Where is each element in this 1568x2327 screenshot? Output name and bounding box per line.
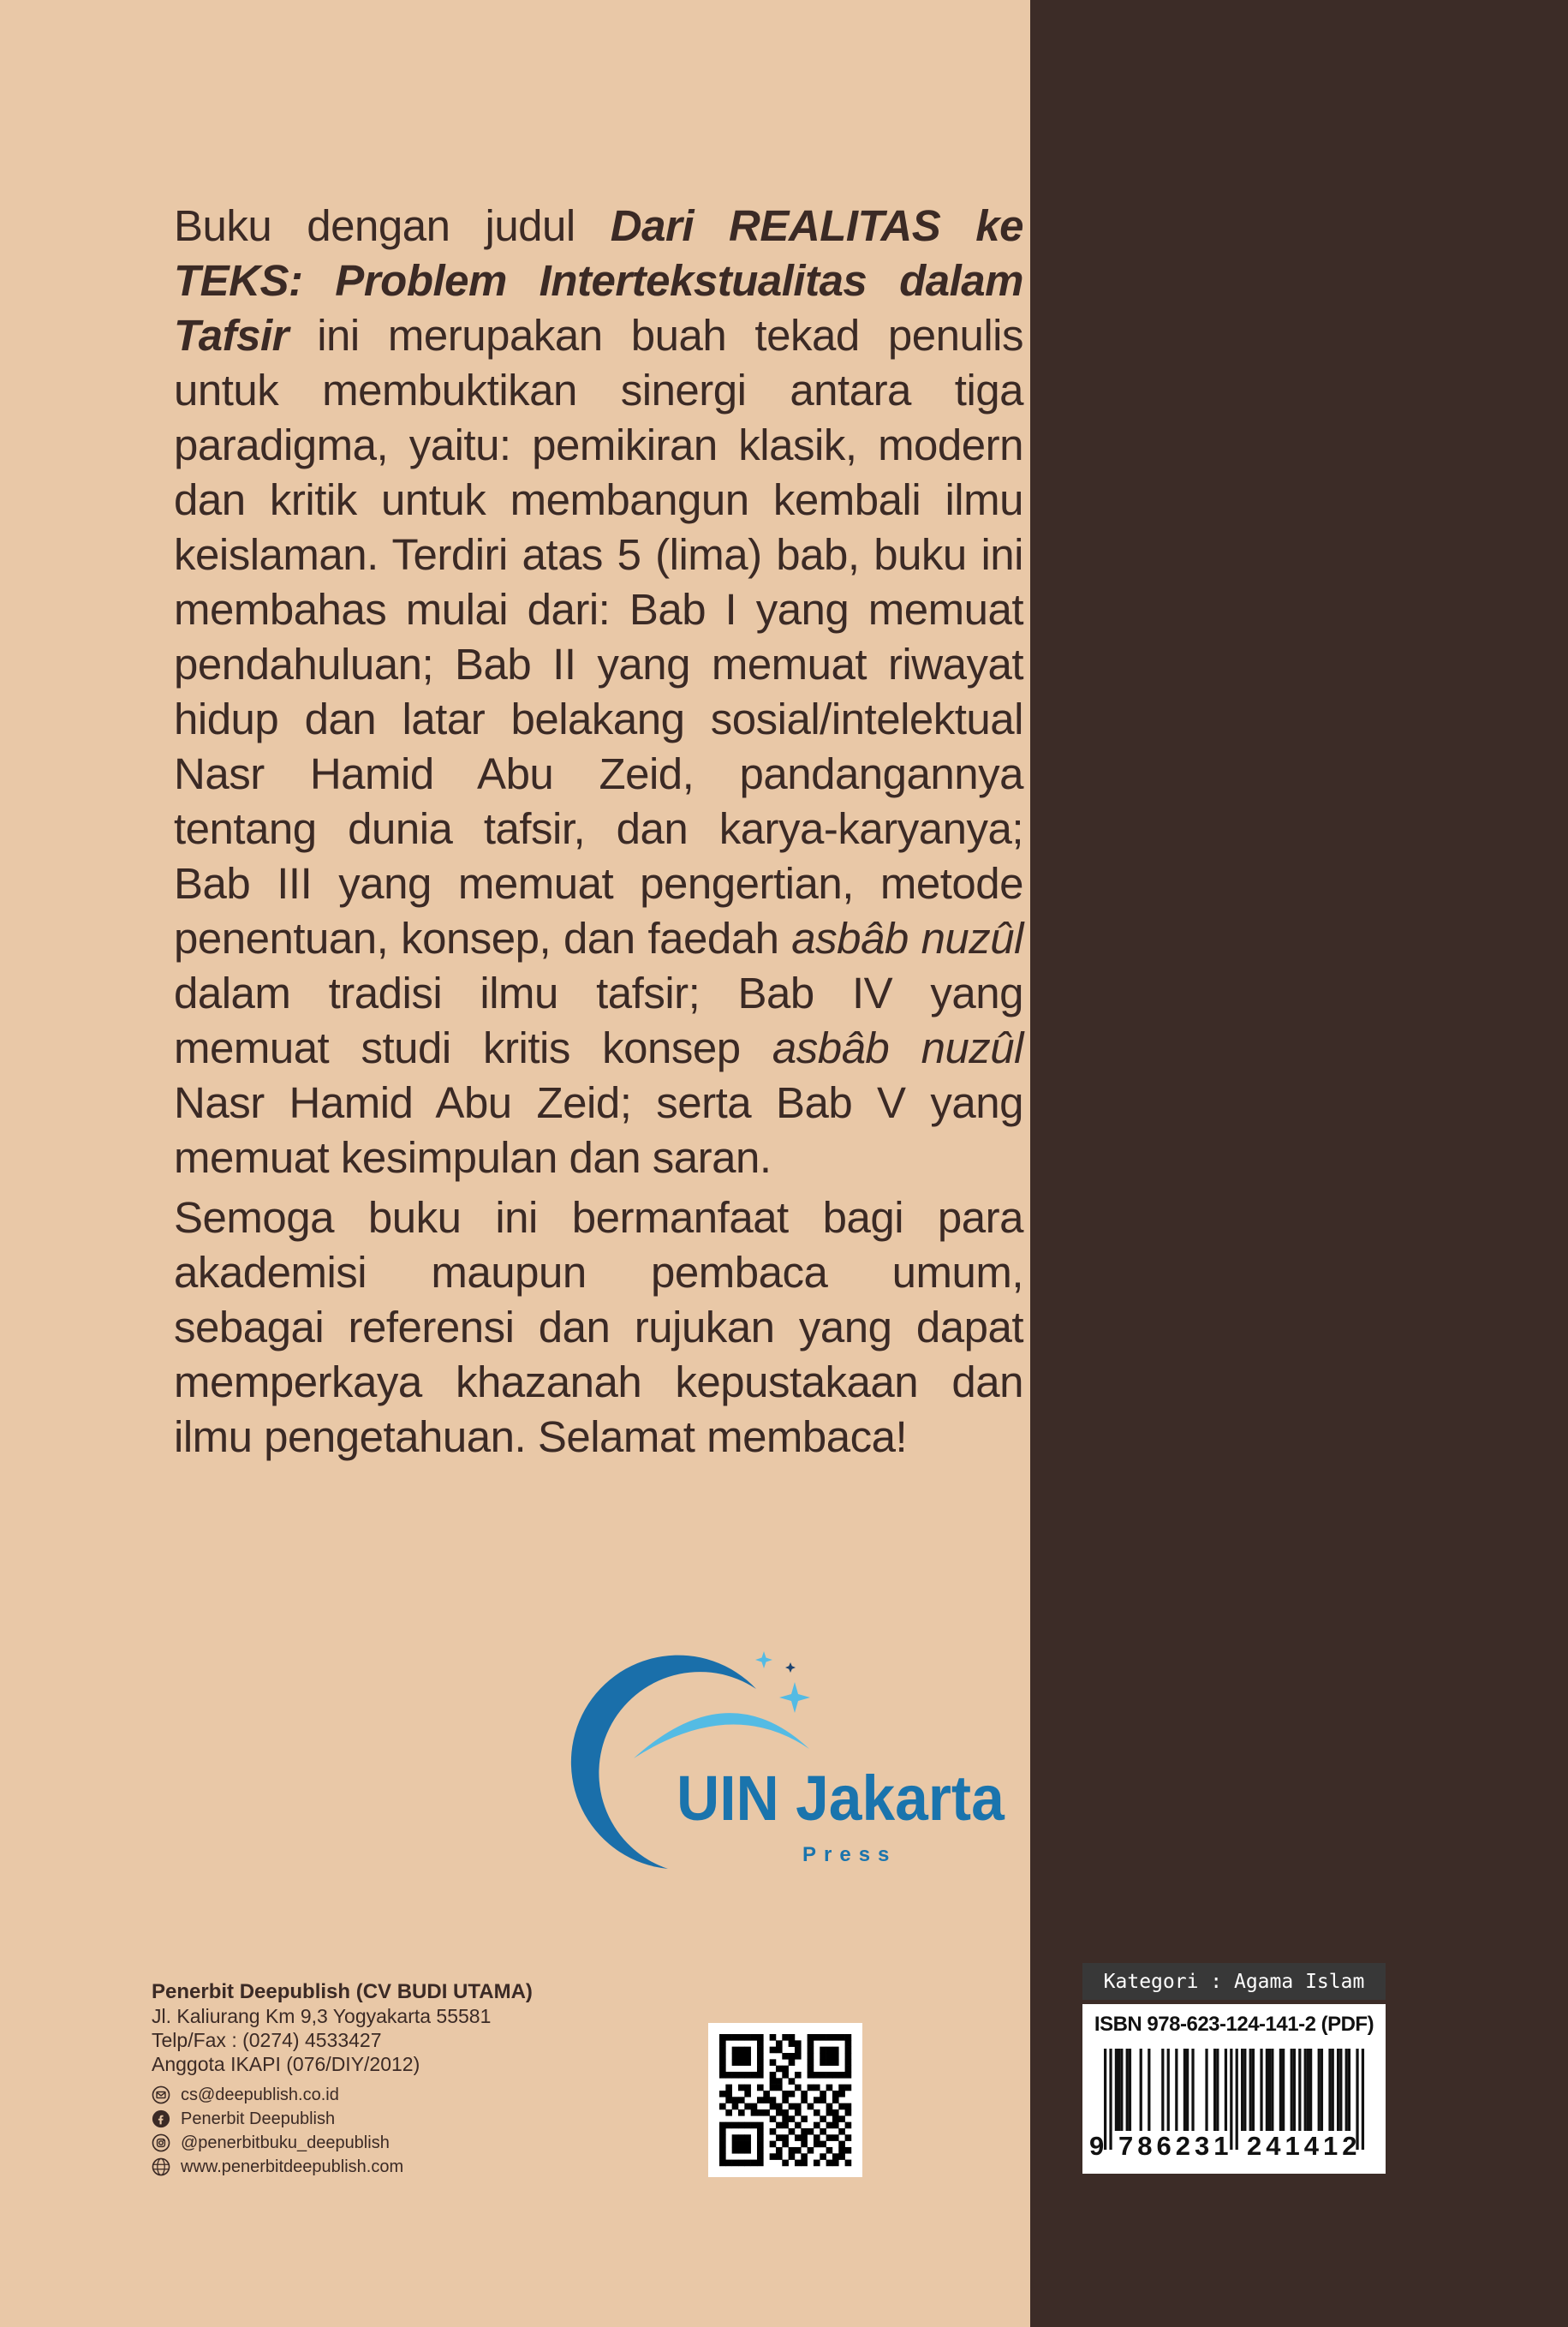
- facebook-icon: [152, 2109, 170, 2128]
- isbn-number: ISBN 978-623-124-141-2 (PDF): [1094, 2013, 1374, 2036]
- logo-wordmark: UIN Jakarta: [677, 1763, 1005, 1834]
- barcode-digit-lead: 9: [1089, 2131, 1105, 2161]
- email-icon: [152, 2085, 170, 2104]
- category-bar: [1082, 1963, 1386, 2000]
- synopsis-text: Nasr Hamid Abu Zeid; serta Bab V yang memuat kesimpulan dan saran.: [174, 1078, 1023, 1182]
- barcode-digits-group2: 241412: [1247, 2131, 1362, 2161]
- contact-text: @penerbitbuku_deepublish: [181, 2133, 390, 2152]
- publisher-address: Jl. Kaliurang Km 9,3 Yogyakarta 55581: [152, 2005, 492, 2027]
- synopsis-text: dalam tradisi ilmu tafsir; Bab IV yang memuat studi kritis konsep: [174, 969, 1023, 1072]
- publisher-contacts: [152, 2083, 533, 2179]
- contact-row-email: [152, 2083, 533, 2107]
- publisher-block: [152, 1980, 533, 2179]
- instagram-icon: [152, 2133, 170, 2152]
- light-arc-icon: [634, 1713, 809, 1758]
- publisher-membership: Anggota IKAPI (076/DIY/2012): [152, 2053, 420, 2075]
- term-italic: asbâb nuzûl: [791, 914, 1023, 963]
- barcode-digits-group1: 786231: [1118, 2131, 1233, 2161]
- synopsis-text: ini merupakan buah tekad penulis untuk membuktikan sinergi antara tiga paradigma, yaitu: pemikiran klasik, modern dan kritik untuk membangun kembali ilmu keislaman. Terdiri atas 5 (lima) bab, buku ini membahas mulai dari: Bab I yang memuat pendahuluan; Bab II yang memuat riwayat hidup dan latar belakang sosial/intelektual Nasr Hamid Abu Zeid, pandangannya tentang dunia tafsir, dan karya-karyanya; Bab III yang memuat pengertian, metode penentuan, konsep, dan faedah: [174, 311, 1023, 963]
- logo-press-label: Press: [802, 1843, 897, 1866]
- term-italic: asbâb nuzûl: [772, 1023, 1023, 1072]
- sparkle-star-small-icon: [755, 1651, 772, 1668]
- category-label: Kategori : Agama Islam: [1103, 1970, 1365, 1993]
- sparkle-star-large-icon: [779, 1682, 810, 1713]
- isbn-barcode-box: [1082, 2004, 1386, 2174]
- publisher-name: Penerbit Deepublish (CV BUDI UTAMA): [152, 1980, 533, 2003]
- qr-code: [708, 2023, 862, 2177]
- contact-row-facebook: [152, 2107, 533, 2131]
- synopsis-paragraph-1: [174, 199, 1023, 1185]
- synopsis-paragraph-2: Semoga buku ini bermanfaat bagi para akademisi maupun pembaca umum, sebagai referensi dan rujukan yang dapat memperkaya khazanah kepustakaan dan ilmu pengetahuan. Selamat membaca!: [174, 1193, 1023, 1461]
- contact-text: www.penerbitdeepublish.com: [181, 2157, 404, 2176]
- contact-row-instagram: [152, 2131, 533, 2155]
- sparkle-star-dark-icon: [785, 1662, 796, 1673]
- contact-row-website: [152, 2155, 533, 2179]
- contact-text: cs@deepublish.co.id: [181, 2085, 339, 2104]
- publisher-phone: Telp/Fax : (0274) 4533427: [152, 2029, 382, 2051]
- website-icon: [152, 2157, 170, 2176]
- synopsis-text: Buku dengan judul: [174, 201, 611, 250]
- contact-text: Penerbit Deepublish: [181, 2109, 336, 2128]
- book-title-emphasis: Dari REALITAS ke TEKS: Problem Intertekstualitas dalam Tafsir: [174, 201, 1023, 360]
